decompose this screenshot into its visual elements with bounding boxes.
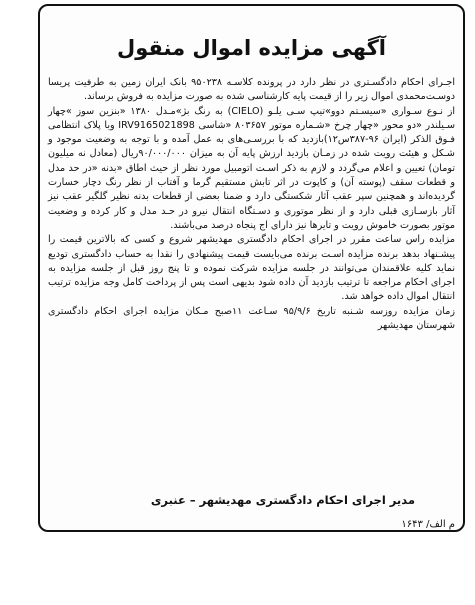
- vehicle-description-paragraph: از نـوع سـواری «سیسـتم دوو»تیپ سـی یلـو (CIELO) به رنگ بژ»مـدل ۱۳۸۰ «بنزین سوز »چهار سـیلندر «دو محور «چهار چرخ «شـماره موتور ۸۰۳۶۵۷ «شاسی IRV9165021898 وبا پلاک انتظامی فـوق الذکر (ایران ۹۶-۳۸۷س۱۲)بازدید که با بررسـی‌های به عمل آمده و با توجه به وضعیت موجود و شـکل و هیئت رویت شده در زمـان بازدید ارزش پایه آن به میزان ۹۰/۰۰۰/۰۰۰ریال (معادل نه میلیون تومان) تعیین و اعلام می‌گردد و لازم به ذکر اسـت اتومبیل مورد نظر از حیث اطاق «بدنه «در حد مدل و قطعات سقف (پوسته آن) و کاپوت در اثر تابش مستقیم گرما و آفتاب از نظر رنگ دچار خسارت گردیده‌اند و همچنین سپر عقب آثار شکستگی دارد و ضمنا بعضی از قطعات بدنه نظیر گلگیر عقب نیز آثار بازسـازی قبلی دارد و از نظر موتوری و دسـتگاه انتقال نیرو در حـد مدل و کار کرده و وضعیت موتور بصورت خاموش رویت و تایرها نیز دارای اج پنجاه درصد می‌باشند.: [48, 105, 456, 231]
- auction-time-place-paragraph: زمان مزایده روزسه شـنبه تاریخ ۹۵/۹/۶ سـاعت ۱۱صبح مـکان مزایده اجرای احکام دادگستری شهرستان مهدیشهر: [48, 305, 455, 332]
- notice-body: [48, 76, 455, 333]
- auction-terms-paragraph: مزایده راس ساعت مقرر در اجرای احکام دادگستری مهدیشهر شروع و کسی که بالاترین قیمت را پیشـنهاد بدهد برنده مزایده اسـت برنده می‌بایست قیمت پیشنهادی را نقدا به حساب دادگستری تودیع نماید کلیه علاقمندان می‌توانند در جلسه مزایده شرکت نموده و تا پنج روز قبل از جلسه مزایده به اجرای احکام مراجعه تا ترتیب بازدید آن داده شود بدیهی است پس از پرداخت کامل وجه مزایده ترتیب انتقال اموال داده خواهد شد.: [48, 234, 455, 303]
- notice-frame: [38, 4, 465, 532]
- reference-number: م الف/ ۱۶۴۳: [401, 519, 455, 530]
- notice-title: آگهی مزایده اموال منقول: [117, 36, 386, 60]
- intro-paragraph: اجـرای احکام دادگسـتری در نظر دارد در پرونده کلاسـه ۹۵۰۲۳۸ بانک ایران زمین به طرفیت پریسا دوسـت‌محمدی اموال زیر را از قیمت پایه کارشناسی شده به صورت مزایده به فروش برساند.: [48, 77, 455, 103]
- signature-line: مدیر اجرای احکام دادگستری مهدیشهر – عنبری: [150, 493, 415, 507]
